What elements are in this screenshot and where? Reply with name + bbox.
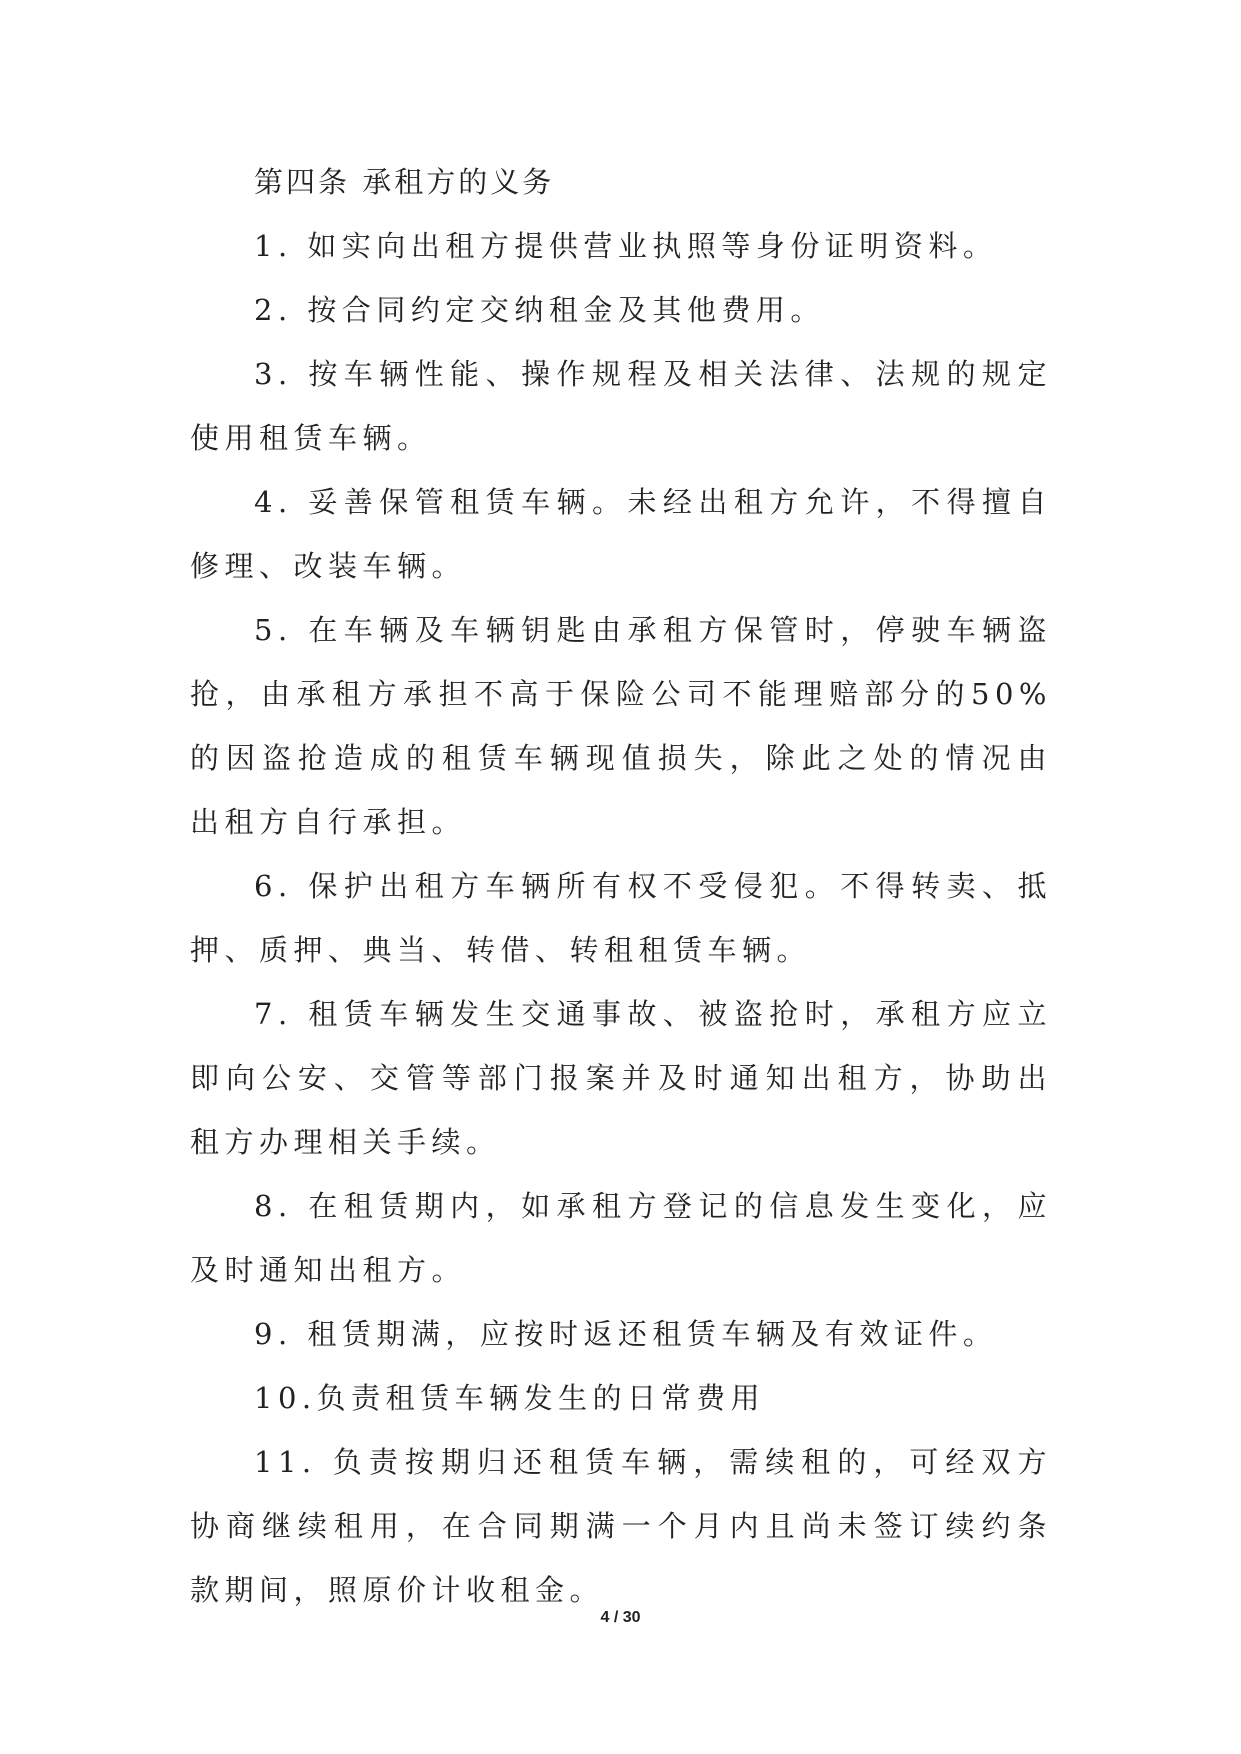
article-heading: 第四条 承租方的义务 [254, 165, 555, 199]
obligation-item-2: 2. 按合同约定交纳租金及其他费用。 [254, 293, 825, 327]
obligation-item-11: 11. 负责按期归还租赁车辆，需续租的，可经双方协商继续租用，在合同期满一个月内且尚未签订续约条款期间，照原价计收租金。 [190, 1445, 1052, 1607]
obligation-item-1: 1. 如实向出租方提供营业执照等身份证明资料。 [254, 229, 998, 263]
obligation-item-3: 3. 按车辆性能、操作规程及相关法律、法规的规定使用租赁车辆。 [190, 357, 1052, 455]
obligation-item-10: 10.负责租赁车辆发生的日常费用 [254, 1381, 766, 1415]
obligation-item-9: 9. 租赁期满，应按时返还租赁车辆及有效证件。 [254, 1317, 998, 1351]
document-body [190, 150, 1052, 1622]
obligation-item-5: 5. 在车辆及车辆钥匙由承租方保管时，停驶车辆盗抢，由承租方承担不高于保险公司不能理赔部分的50%的因盗抢造成的租赁车辆现值损失，除此之处的情况由出租方自行承担。 [190, 613, 1052, 839]
obligation-item-8: 8. 在租赁期内，如承租方登记的信息发生变化，应及时通知出租方。 [190, 1189, 1052, 1287]
obligation-item-4: 4. 妥善保管租赁车辆。未经出租方允许，不得擅自修理、改装车辆。 [190, 485, 1052, 583]
obligation-item-7: 7. 租赁车辆发生交通事故、被盗抢时，承租方应立即向公安、交管等部门报案并及时通知出租方，协助出租方办理相关手续。 [190, 997, 1052, 1159]
page-number: 4 / 30 [600, 1609, 641, 1626]
obligation-item-6: 6. 保护出租方车辆所有权不受侵犯。不得转卖、抵押、质押、典当、转借、转租租赁车辆。 [190, 869, 1052, 967]
